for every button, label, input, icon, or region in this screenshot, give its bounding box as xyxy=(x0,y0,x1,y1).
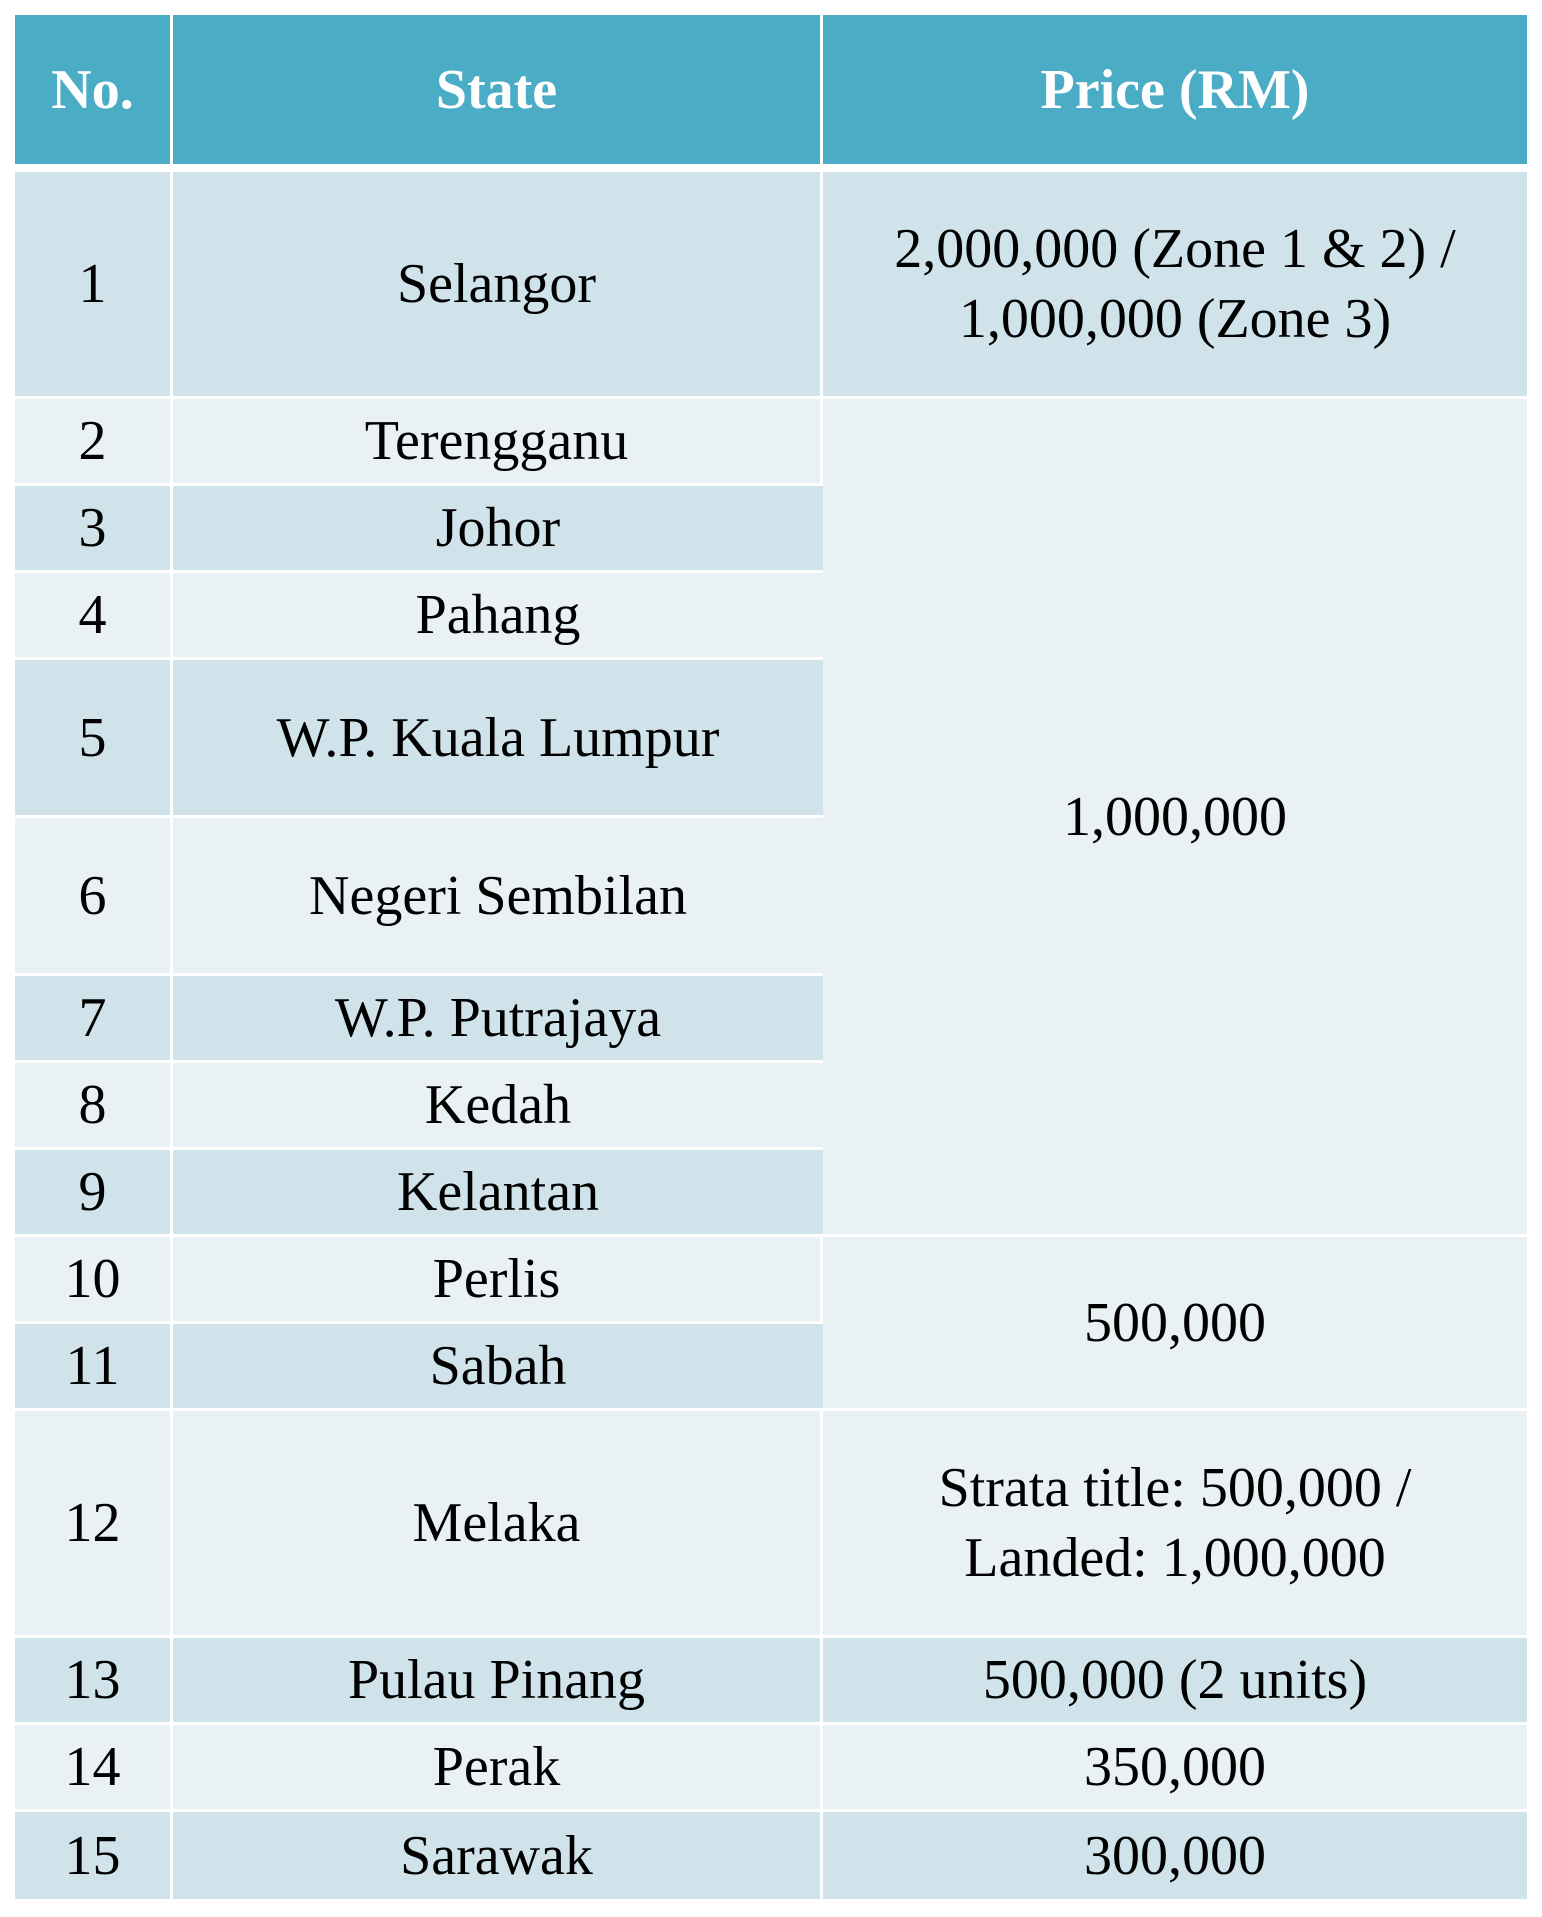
cell-price xyxy=(823,172,1527,399)
table-row xyxy=(15,172,1527,399)
cell-price: 500,000 (2 units) xyxy=(823,1638,1527,1725)
cell-state: Pulau Pinang xyxy=(173,1638,823,1725)
cell-no: 2 xyxy=(15,399,173,486)
price-line-1: 2,000,000 (Zone 1 & 2) / xyxy=(894,218,1456,280)
cell-state: Terengganu xyxy=(173,399,823,486)
table-row xyxy=(15,1812,1527,1899)
cell-no: 9 xyxy=(15,1150,173,1237)
table-row xyxy=(15,1725,1527,1812)
cell-no: 6 xyxy=(15,818,173,976)
cell-no: 13 xyxy=(15,1638,173,1725)
cell-price xyxy=(823,1411,1527,1638)
header-row xyxy=(15,15,1527,172)
cell-state: Melaka xyxy=(173,1411,823,1638)
price-table-container xyxy=(15,15,1527,1902)
table-row xyxy=(15,399,1527,486)
cell-state: W.P. Kuala Lumpur xyxy=(173,660,823,818)
header-price: Price (RM) xyxy=(823,15,1527,172)
cell-no: 7 xyxy=(15,976,173,1063)
cell-no: 14 xyxy=(15,1725,173,1812)
cell-state: Kedah xyxy=(173,1063,823,1150)
cell-no: 4 xyxy=(15,573,173,660)
header-state: State xyxy=(173,15,823,172)
cell-state: Kelantan xyxy=(173,1150,823,1237)
price-line-2: 1,000,000 (Zone 3) xyxy=(958,288,1392,350)
cell-price: 300,000 xyxy=(823,1812,1527,1899)
price-line-1: Strata title: 500,000 / xyxy=(938,1457,1412,1519)
price-line-2: Landed: 1,000,000 xyxy=(964,1527,1386,1589)
cell-no: 5 xyxy=(15,660,173,818)
cell-state: Sabah xyxy=(173,1324,823,1411)
cell-state: Johor xyxy=(173,486,823,573)
table-row xyxy=(15,1638,1527,1725)
cell-state: Selangor xyxy=(173,172,823,399)
price-table xyxy=(15,15,1527,1899)
cell-no: 15 xyxy=(15,1812,173,1899)
cell-state: Pahang xyxy=(173,573,823,660)
cell-price-merged-1000000: 1,000,000 xyxy=(823,399,1527,1237)
cell-state: Perlis xyxy=(173,1237,823,1324)
cell-state: Negeri Sembilan xyxy=(173,818,823,976)
cell-no: 11 xyxy=(15,1324,173,1411)
cell-state: Sarawak xyxy=(173,1812,823,1899)
table-row xyxy=(15,1411,1527,1638)
header-no: No. xyxy=(15,15,173,172)
cell-state: W.P. Putrajaya xyxy=(173,976,823,1063)
cell-no: 10 xyxy=(15,1237,173,1324)
table-row xyxy=(15,1237,1527,1324)
cell-no: 3 xyxy=(15,486,173,573)
cell-state: Perak xyxy=(173,1725,823,1812)
cell-price: 350,000 xyxy=(823,1725,1527,1812)
cell-price-merged-500000: 500,000 xyxy=(823,1237,1527,1411)
cell-no: 1 xyxy=(15,172,173,399)
cell-no: 8 xyxy=(15,1063,173,1150)
cell-no: 12 xyxy=(15,1411,173,1638)
